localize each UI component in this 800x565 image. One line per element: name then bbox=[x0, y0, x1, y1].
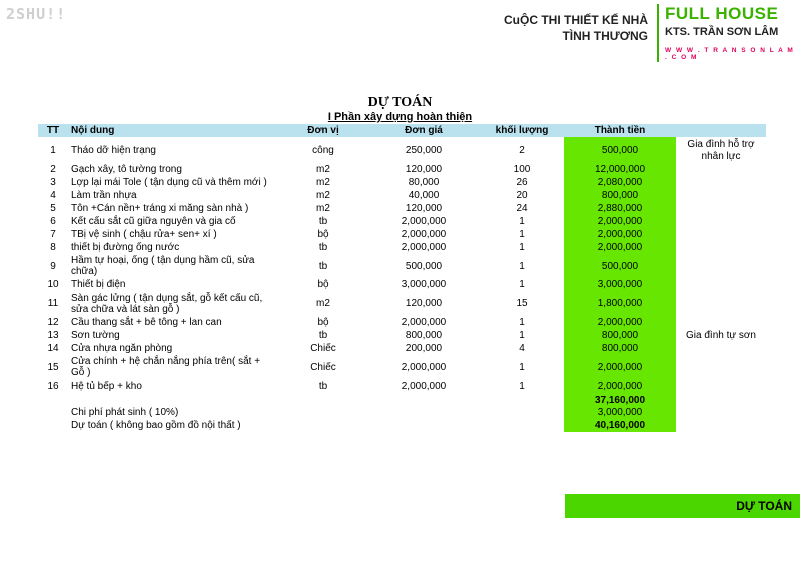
row-unit: tb bbox=[318, 242, 328, 253]
document-title: DỰ TOÁN bbox=[367, 95, 433, 110]
row-unit: bộ bbox=[317, 229, 329, 240]
row-total: 800,000 bbox=[564, 329, 676, 342]
row-price: 2,000,000 bbox=[401, 317, 447, 328]
row-unit: Chiếc bbox=[310, 343, 336, 354]
brand-architect-name: KTS. TRẦN SƠN LÂM bbox=[665, 26, 779, 38]
header-note bbox=[676, 124, 766, 137]
row-tt: 3 bbox=[50, 177, 56, 188]
row-unit: tb bbox=[318, 381, 328, 392]
row-tt: 13 bbox=[47, 330, 59, 341]
row-qty: 1 bbox=[519, 381, 525, 392]
table-row bbox=[38, 137, 766, 163]
table-row bbox=[38, 316, 766, 329]
row-price: 120,000 bbox=[405, 298, 443, 309]
table-row bbox=[38, 342, 766, 355]
row-qty: 1 bbox=[519, 229, 525, 240]
row-total: 2,000,000 bbox=[564, 215, 676, 228]
row-content: Cửa nhựa ngăn phòng bbox=[71, 343, 173, 354]
row-tt: 9 bbox=[50, 260, 56, 272]
row-content: Thiết bị điện bbox=[71, 279, 126, 290]
section-title: I Phần xây dựng hoàn thiện bbox=[327, 111, 473, 123]
row-content: Hệ tủ bếp + kho bbox=[71, 381, 142, 392]
row-total: 2,000,000 bbox=[564, 355, 676, 379]
row-content: Sơn tường bbox=[71, 330, 120, 341]
table-row bbox=[38, 215, 766, 228]
row-content: Làm trần nhựa bbox=[71, 190, 137, 201]
row-price: 200,000 bbox=[405, 343, 443, 354]
subtotal-value: 37,160,000 bbox=[564, 394, 676, 406]
row-qty: 20 bbox=[516, 190, 528, 201]
row-tt: 10 bbox=[47, 279, 59, 290]
row-qty: 24 bbox=[516, 203, 528, 214]
row-unit: tb bbox=[318, 330, 328, 341]
footer-label-bar: DỰ TOÁN bbox=[565, 494, 800, 518]
row-qty: 1 bbox=[519, 216, 525, 227]
row-price: 2,000,000 bbox=[401, 229, 447, 240]
estimate-table bbox=[38, 124, 766, 432]
table-row bbox=[38, 355, 766, 379]
row-qty: 4 bbox=[519, 343, 525, 354]
row-content: Tôn +Cán nền+ tráng xi măng sàn nhà ) bbox=[71, 203, 249, 214]
row-content: Kết cấu sắt cũ giữa nguyên và gia cố bbox=[71, 216, 236, 227]
row-tt: 16 bbox=[47, 381, 59, 392]
row-total: 3,000,000 bbox=[564, 278, 676, 291]
grand-total-value: 40,160,000 bbox=[564, 419, 676, 432]
row-tt: 2 bbox=[50, 164, 56, 175]
row-unit: m2 bbox=[316, 177, 330, 188]
contingency-label: Chi phí phát sinh ( 10%) bbox=[71, 407, 179, 418]
header-price: Đơn giá bbox=[368, 124, 480, 137]
row-price: 3,000,000 bbox=[401, 279, 447, 290]
row-price: 800,000 bbox=[405, 330, 443, 341]
row-unit: m2 bbox=[316, 203, 330, 214]
row-qty: 1 bbox=[519, 279, 525, 290]
row-unit: m2 bbox=[316, 298, 330, 309]
row-total: 2,080,000 bbox=[564, 176, 676, 189]
row-qty: 1 bbox=[519, 317, 525, 328]
brand-title: FULL HOUSE bbox=[665, 4, 779, 23]
logo: 2SHU!! bbox=[6, 5, 67, 23]
row-content: Cầu thang sắt + bê tông + lan can bbox=[71, 317, 222, 328]
row-qty: 1 bbox=[519, 260, 525, 272]
brand-block bbox=[665, 4, 800, 61]
row-qty: 15 bbox=[516, 298, 528, 309]
row-total: 2,000,000 bbox=[564, 316, 676, 329]
row-unit: tb bbox=[318, 216, 328, 227]
row-unit: Chiếc bbox=[310, 361, 336, 373]
row-qty: 2 bbox=[519, 144, 525, 156]
row-content: Tháo dỡ hiện trạng bbox=[71, 144, 156, 156]
table-row bbox=[38, 241, 766, 254]
row-price: 80,000 bbox=[408, 177, 440, 188]
row-total: 2,000,000 bbox=[564, 241, 676, 254]
subtotal-row bbox=[38, 394, 766, 406]
header-divider bbox=[657, 4, 659, 62]
table-header-row bbox=[38, 124, 766, 137]
row-total: 800,000 bbox=[564, 189, 676, 202]
header-content: Nội dung bbox=[68, 124, 278, 137]
row-note: Gia đình tự sơn bbox=[686, 330, 756, 341]
row-content: thiết bị đường ống nước bbox=[71, 242, 180, 253]
row-price: 2,000,000 bbox=[401, 242, 447, 253]
row-price: 2,000,000 bbox=[401, 216, 447, 227]
row-content: Gạch xây, tô tường trong bbox=[71, 164, 182, 175]
row-tt: 12 bbox=[47, 317, 59, 328]
row-tt: 7 bbox=[50, 229, 56, 240]
row-note: Gia đình hỗ trợ nhân lực bbox=[676, 137, 766, 163]
row-tt: 14 bbox=[47, 343, 59, 354]
row-unit: m2 bbox=[316, 190, 330, 201]
row-tt: 1 bbox=[50, 144, 56, 156]
table-row bbox=[38, 202, 766, 215]
brand-website: W W W . T R A N S O N L A M . C O M bbox=[665, 47, 795, 61]
table-row bbox=[38, 278, 766, 291]
table-row bbox=[38, 189, 766, 202]
row-total: 500,000 bbox=[564, 137, 676, 163]
row-tt: 4 bbox=[50, 190, 56, 201]
header-unit: Đơn vị bbox=[278, 124, 368, 137]
row-content: Hầm tự hoại, ống ( tận dụng hầm cũ, sửa chữa) bbox=[71, 255, 255, 277]
table-row bbox=[38, 228, 766, 241]
header-qty: khối lượng bbox=[480, 124, 564, 137]
row-content: Cửa chính + hệ chắn nắng phía trên( sắt + Gỗ ) bbox=[71, 356, 261, 378]
table-row bbox=[38, 379, 766, 394]
row-total: 2,000,000 bbox=[564, 379, 676, 394]
row-price: 250,000 bbox=[405, 144, 443, 156]
row-tt: 8 bbox=[50, 242, 56, 253]
row-content: TBị vệ sinh ( chậu rửa+ sen+ xí ) bbox=[71, 229, 217, 240]
row-unit: bộ bbox=[317, 317, 329, 328]
table-row bbox=[38, 254, 766, 278]
row-total: 12,000,000 bbox=[564, 163, 676, 176]
row-qty: 1 bbox=[519, 330, 525, 341]
row-price: 40,000 bbox=[408, 190, 440, 201]
contingency-row bbox=[38, 406, 766, 419]
table-row bbox=[38, 329, 766, 342]
contest-title-line1: CuỘC THI THIẾT KẾ NHÀ bbox=[504, 13, 648, 27]
row-price: 120,000 bbox=[405, 164, 443, 175]
row-total: 2,000,000 bbox=[564, 228, 676, 241]
row-qty: 100 bbox=[513, 164, 531, 175]
contest-title-line2: TÌNH THƯƠNG bbox=[562, 29, 648, 43]
row-tt: 6 bbox=[50, 216, 56, 227]
row-tt: 11 bbox=[47, 298, 59, 309]
row-price: 2,000,000 bbox=[401, 361, 447, 373]
row-total: 500,000 bbox=[564, 254, 676, 278]
row-price: 120,000 bbox=[405, 203, 443, 214]
row-content: Lợp lại mái Tole ( tận dụng cũ và thêm mới ) bbox=[71, 177, 267, 188]
grand-total-row bbox=[38, 419, 766, 432]
row-total: 1,800,000 bbox=[564, 291, 676, 316]
grand-total-label: Dự toán ( không bao gồm đồ nội thất ) bbox=[71, 420, 241, 431]
table-row bbox=[38, 176, 766, 189]
row-tt: 15 bbox=[47, 361, 59, 373]
row-price: 2,000,000 bbox=[401, 381, 447, 392]
row-content: Sàn gác lửng ( tận dụng sắt, gỗ kết cấu cũ, sửa chữa và lát sàn gỗ ) bbox=[71, 292, 263, 315]
contingency-value: 3,000,000 bbox=[564, 406, 676, 419]
row-unit: m2 bbox=[316, 164, 330, 175]
row-unit: tb bbox=[318, 260, 328, 272]
row-qty: 1 bbox=[519, 242, 525, 253]
header-tt: TT bbox=[38, 124, 68, 137]
row-tt: 5 bbox=[50, 203, 56, 214]
row-unit: bộ bbox=[317, 279, 329, 290]
row-total: 800,000 bbox=[564, 342, 676, 355]
row-unit: công bbox=[312, 144, 334, 156]
table-row bbox=[38, 291, 766, 316]
header-total: Thành tiền bbox=[564, 124, 676, 137]
row-price: 500,000 bbox=[405, 260, 443, 272]
contest-title bbox=[504, 12, 648, 44]
row-total: 2,880,000 bbox=[564, 202, 676, 215]
row-qty: 1 bbox=[519, 361, 525, 373]
table-row bbox=[38, 163, 766, 176]
row-qty: 26 bbox=[516, 177, 528, 188]
